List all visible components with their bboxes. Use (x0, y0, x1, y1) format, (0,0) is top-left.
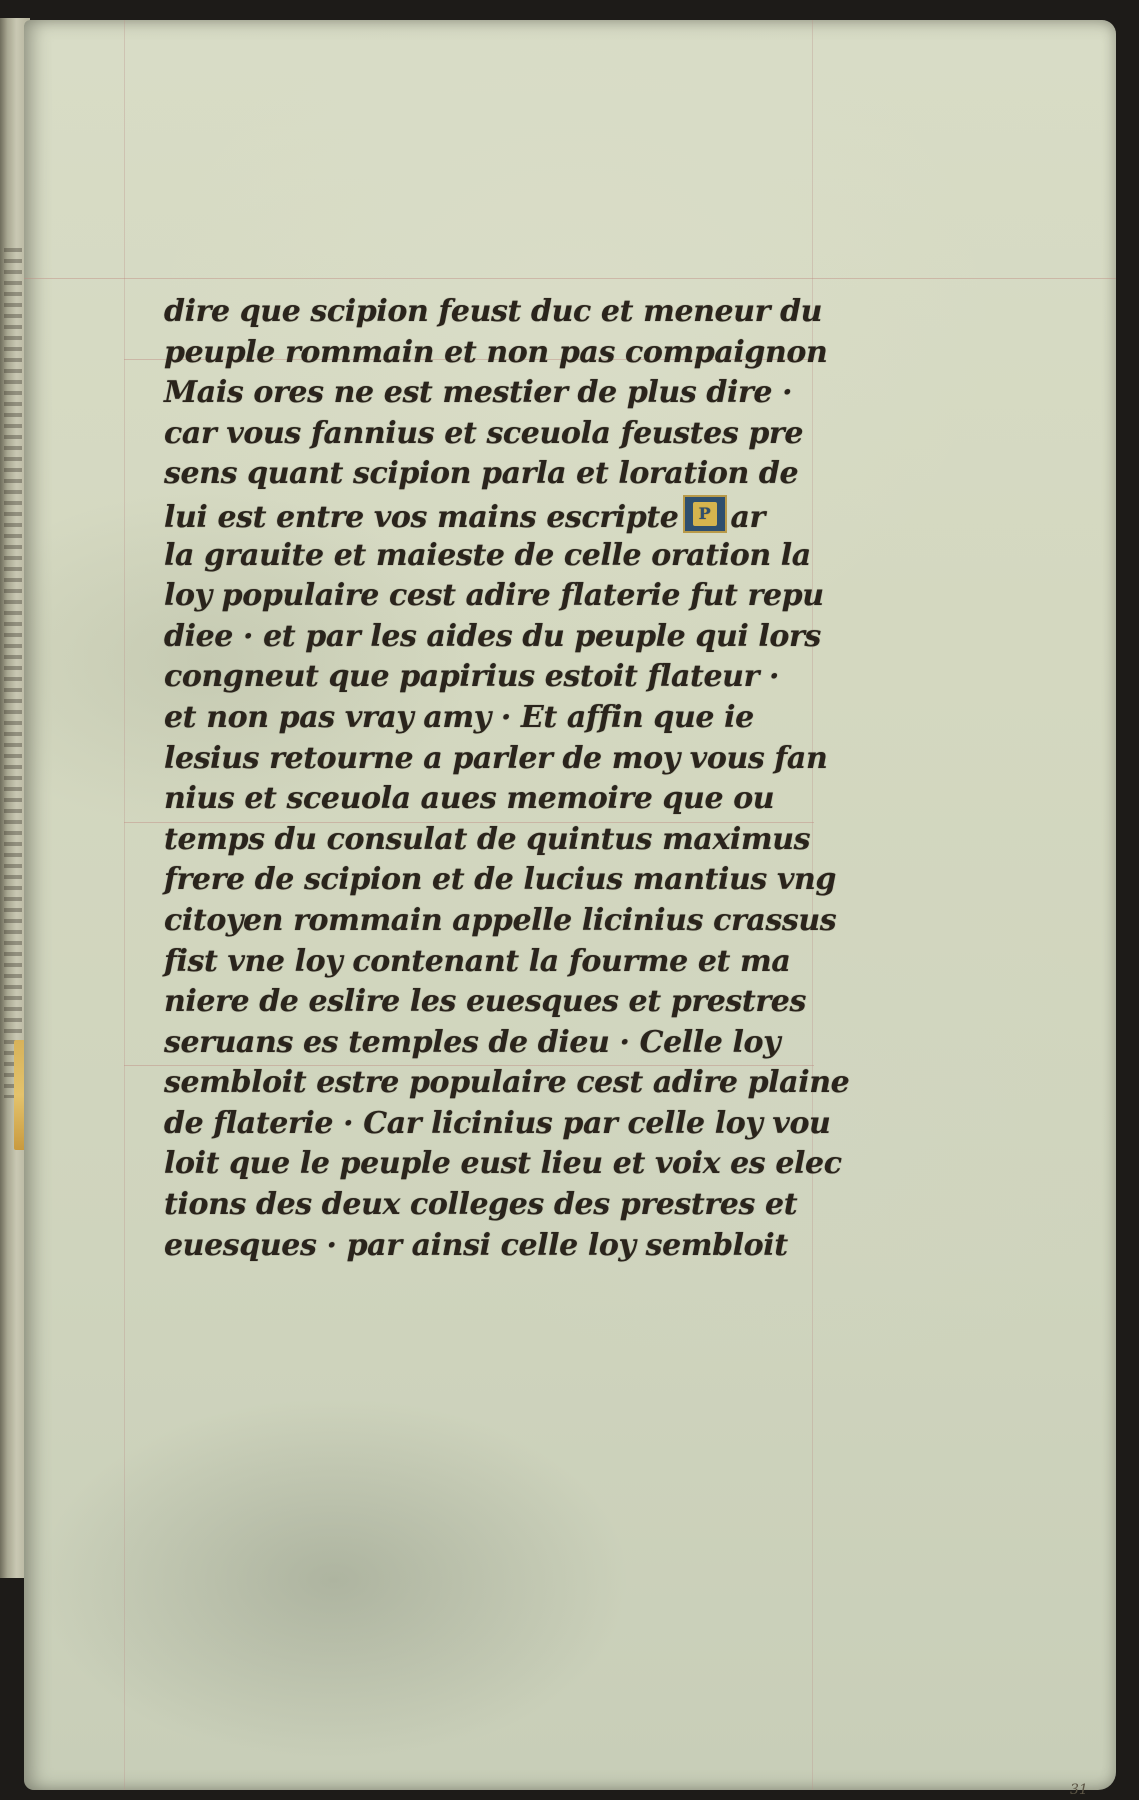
text-line: loy populaire cest adire flaterie fut repu (164, 578, 824, 614)
text-line: niere de eslire les euesques et prestres (164, 984, 806, 1020)
decorated-initial (683, 495, 727, 533)
text-line: sens quant scipion parla et loration de (164, 456, 799, 492)
text-line: citoyen rommain appelle licinius crassus (164, 902, 837, 938)
text-line: seruans es temples de dieu · Celle loy (164, 1024, 781, 1060)
text-line: loit que le peuple eust lieu et voix es elec (164, 1146, 842, 1182)
decorated-initial-letter: P (693, 502, 717, 526)
folio-number: 31 (1070, 1782, 1088, 1798)
text-line: lui est entre vos mains escripte (164, 499, 679, 535)
text-line: dire que scipion feust duc et meneur du (164, 294, 823, 329)
text-line: la grauite et maieste de celle oration la (164, 537, 811, 573)
text-line: lesius retourne a parler de moy vous fan (164, 740, 828, 776)
ruling-line-vertical-left (124, 20, 125, 1790)
text-line: congneut que papirius estoit flateur · (164, 659, 780, 695)
text-line: temps du consulat de quintus maximus (164, 821, 811, 857)
text-line: peuple rommain et non pas compaignon (164, 334, 828, 370)
text-line: de flaterie · Car licinius par celle loy vou (164, 1105, 831, 1141)
ruling-line-top (24, 278, 1116, 279)
text-line: nius et sceuola aues memoire que ou (164, 781, 775, 817)
text-line: diee · et par les aides du peuple qui lors (164, 618, 821, 654)
text-line: frere de scipion et de lucius mantius vng (164, 862, 836, 898)
text-line: euesques · par ainsi celle loy sembloit (164, 1227, 788, 1263)
initial-continuation: ar (730, 499, 765, 535)
text-line: et non pas vray amy · Et affin que ie (164, 699, 754, 735)
text-line: tions des deux colleges des prestres et (164, 1187, 798, 1223)
folio-page (24, 20, 1116, 1798)
text-line: sembloit estre populaire cest adire plaine (164, 1065, 850, 1101)
text-line-with-initial (164, 495, 884, 536)
text-line: fist vne loy contenant la fourme et ma (164, 943, 791, 979)
text-column (164, 292, 884, 1266)
text-line: Mais ores ne est mestier de plus dire · (164, 375, 793, 411)
text-line: car vous fannius et sceuola feustes pre (164, 415, 804, 451)
